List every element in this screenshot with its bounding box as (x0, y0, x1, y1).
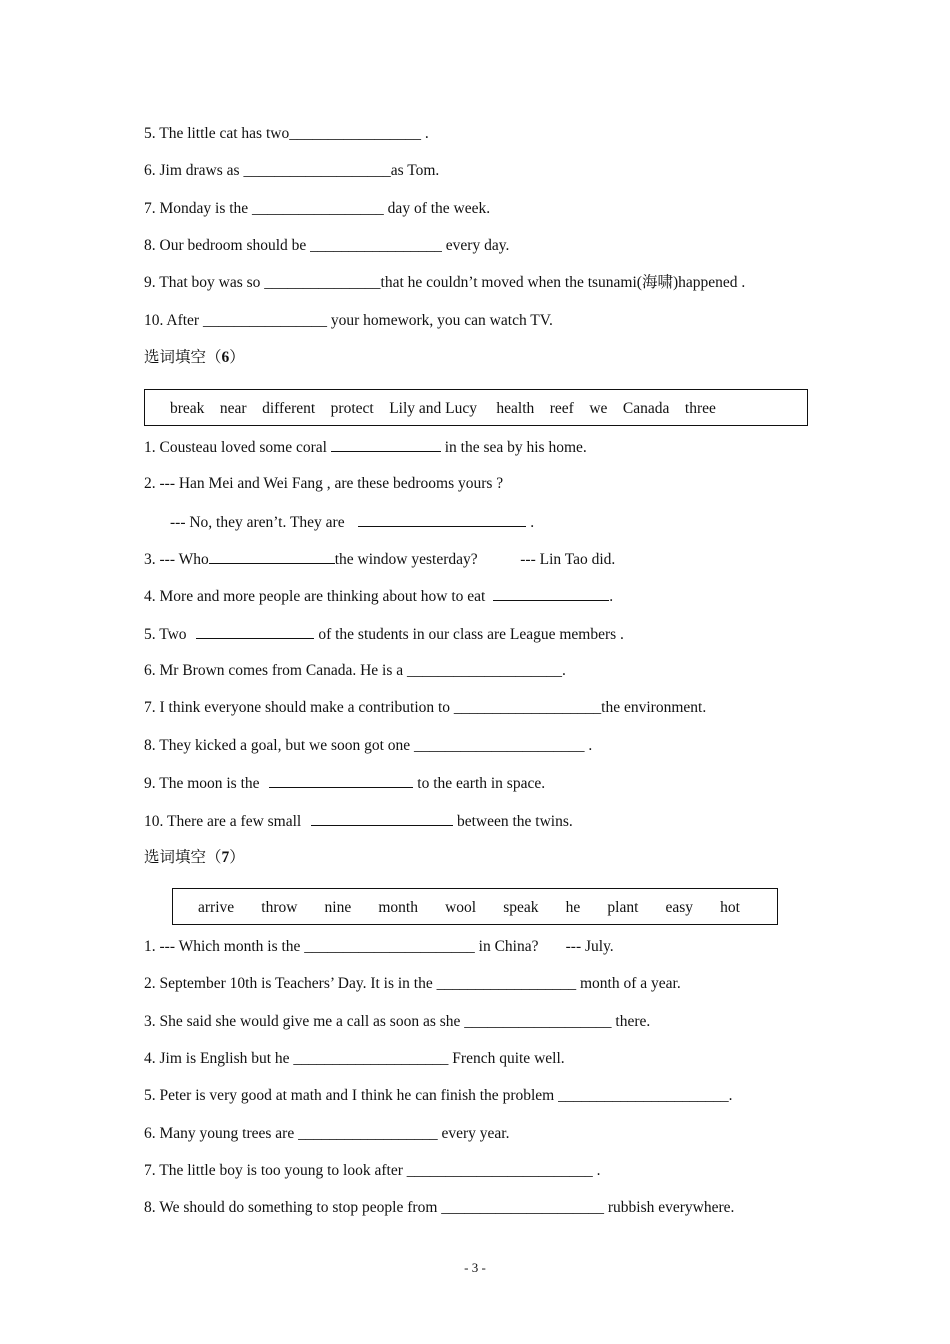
question-line: 9. That boy was so _______________that he couldn’t moved when the tsunami(海啸)happened . (144, 274, 746, 291)
question-line: 3. She said she would give me a call as soon as she ___________________ there. (144, 1013, 651, 1030)
section-heading (144, 348, 245, 368)
word-bank: arrive throw nine month wool speak he plant easy hot (198, 899, 740, 916)
question-line: 4. Jim is English but he ____________________ French quite well. (144, 1050, 565, 1067)
text: 5. Two (144, 626, 191, 643)
question-line: 6. Mr Brown comes from Canada. He is a ____________________. (144, 662, 566, 679)
question-line: 5. Peter is very good at math and I think he can finish the problem ______________________. (144, 1087, 733, 1104)
question-line: 5. The little cat has two_________________ . (144, 125, 429, 142)
question-line: 8. Our bedroom should be _________________ every day. (144, 237, 510, 254)
answer-blank (311, 811, 453, 826)
text: 9. The moon is the (144, 775, 264, 792)
answer-blank (331, 437, 441, 452)
page-number: - 3 - (464, 1260, 486, 1275)
text: to the earth in space. (413, 775, 546, 792)
heading-text: 选词填空（ (144, 349, 222, 366)
heading-text: 选词填空（ (144, 849, 222, 866)
question-line (144, 586, 613, 607)
text: 4. More and more people are thinking about how to eat (144, 588, 490, 605)
question-line: 6. Many young trees are __________________ every year. (144, 1125, 510, 1142)
question-line (170, 512, 534, 533)
question-line (144, 437, 587, 458)
question-line (144, 549, 615, 570)
text: between the twins. (453, 813, 573, 830)
question-line (144, 624, 624, 645)
text: . (609, 588, 614, 605)
word-bank: break near different protect Lily and Lucy health reef we Canada three (170, 400, 716, 417)
heading-number: 7 (221, 849, 230, 866)
answer-blank (269, 773, 413, 788)
text: 3. --- Who (144, 551, 209, 568)
text: 10. There are a few small (144, 813, 306, 830)
question-line: 8. We should do something to stop people from _____________________ rubbish everywhere. (144, 1199, 735, 1216)
text: --- No, they aren’t. They are (170, 514, 353, 531)
question-line (144, 773, 545, 794)
question-line: 6. Jim draws as ___________________as Tom. (144, 162, 440, 179)
answer-blank (209, 549, 335, 564)
question-line: 2. --- Han Mei and Wei Fang , are these bedrooms yours ? (144, 475, 504, 492)
answer-blank (196, 624, 314, 639)
question-line: 2. September 10th is Teachers’ Day. It is in the __________________ month of a year. (144, 975, 681, 992)
text: of the students in our class are League members . (314, 626, 624, 643)
question-line: 7. Monday is the _________________ day of the week. (144, 200, 491, 217)
word-bank-box (144, 389, 808, 426)
answer-blank (358, 512, 526, 527)
word-bank-box (172, 888, 778, 925)
question-line (144, 811, 573, 832)
text: 1. Cousteau loved some coral (144, 439, 331, 456)
section-heading (144, 848, 245, 868)
heading-number: 6 (221, 349, 230, 366)
question-line: 1. --- Which month is the ______________________ in China? --- July. (144, 938, 614, 955)
question-line: 8. They kicked a goal, but we soon got one ______________________ . (144, 737, 593, 754)
text: . (526, 514, 535, 531)
question-line: 7. I think everyone should make a contribution to ___________________the environment. (144, 699, 707, 716)
heading-close: ） (229, 349, 245, 366)
answer-blank (493, 586, 609, 601)
question-line: 7. The little boy is too young to look after ________________________ . (144, 1162, 601, 1179)
text: the window yesterday? --- Lin Tao did. (334, 551, 616, 568)
heading-close: ） (229, 849, 245, 866)
text: in the sea by his home. (440, 439, 587, 456)
question-line: 10. After ________________ your homework, you can watch TV. (144, 312, 553, 329)
